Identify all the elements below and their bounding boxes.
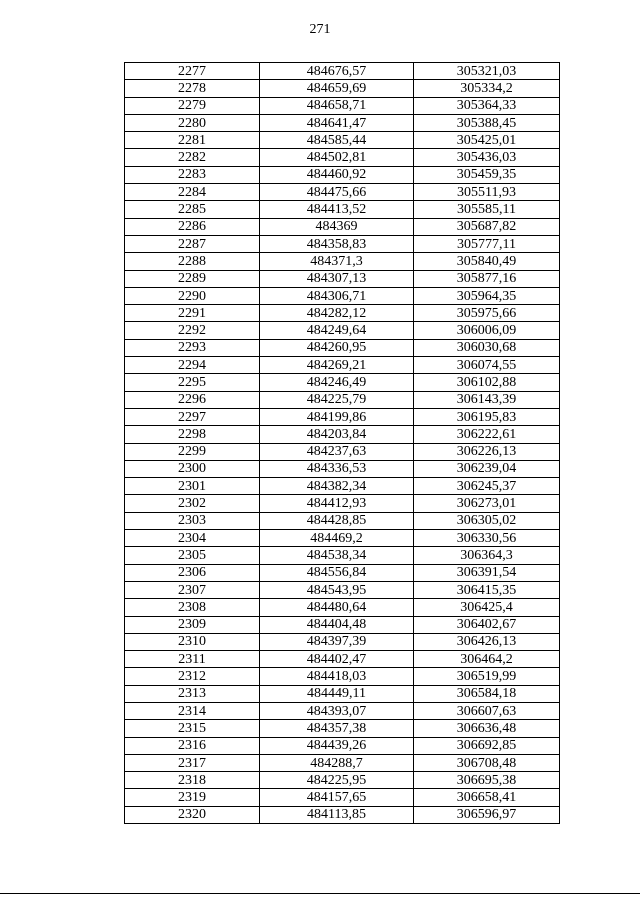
table-row bbox=[125, 512, 560, 529]
x-coordinate-cell: 484538,34 bbox=[260, 547, 414, 564]
y-coordinate-cell: 306239,04 bbox=[414, 460, 560, 477]
point-number-cell: 2291 bbox=[125, 305, 260, 322]
x-coordinate-cell: 484428,85 bbox=[260, 512, 414, 529]
table-row bbox=[125, 651, 560, 668]
y-coordinate-cell: 306391,54 bbox=[414, 564, 560, 581]
table-row bbox=[125, 478, 560, 495]
x-coordinate-cell: 484307,13 bbox=[260, 270, 414, 287]
table-row bbox=[125, 426, 560, 443]
y-coordinate-cell: 306658,41 bbox=[414, 789, 560, 806]
coordinates-table bbox=[124, 62, 560, 824]
x-coordinate-cell: 484288,7 bbox=[260, 754, 414, 771]
y-coordinate-cell: 306305,02 bbox=[414, 512, 560, 529]
x-coordinate-cell: 484157,65 bbox=[260, 789, 414, 806]
table-row bbox=[125, 564, 560, 581]
x-coordinate-cell: 484203,84 bbox=[260, 426, 414, 443]
page-bottom-border bbox=[0, 893, 640, 894]
table-row bbox=[125, 80, 560, 97]
table-row bbox=[125, 460, 560, 477]
point-number-cell: 2295 bbox=[125, 374, 260, 391]
table-row bbox=[125, 114, 560, 131]
x-coordinate-cell: 484237,63 bbox=[260, 443, 414, 460]
x-coordinate-cell: 484676,57 bbox=[260, 63, 414, 80]
table-row bbox=[125, 789, 560, 806]
x-coordinate-cell: 484225,79 bbox=[260, 391, 414, 408]
table-row bbox=[125, 702, 560, 719]
point-number-cell: 2286 bbox=[125, 218, 260, 235]
table-row bbox=[125, 720, 560, 737]
x-coordinate-cell: 484412,93 bbox=[260, 495, 414, 512]
x-coordinate-cell: 484282,12 bbox=[260, 305, 414, 322]
x-coordinate-cell: 484502,81 bbox=[260, 149, 414, 166]
table-row bbox=[125, 184, 560, 201]
y-coordinate-cell: 306464,2 bbox=[414, 651, 560, 668]
point-number-cell: 2281 bbox=[125, 132, 260, 149]
x-coordinate-cell: 484556,84 bbox=[260, 564, 414, 581]
y-coordinate-cell: 305687,82 bbox=[414, 218, 560, 235]
point-number-cell: 2307 bbox=[125, 581, 260, 598]
table-row bbox=[125, 547, 560, 564]
y-coordinate-cell: 305364,33 bbox=[414, 97, 560, 114]
x-coordinate-cell: 484371,3 bbox=[260, 253, 414, 270]
y-coordinate-cell: 306030,68 bbox=[414, 339, 560, 356]
y-coordinate-cell: 306695,38 bbox=[414, 772, 560, 789]
x-coordinate-cell: 484460,92 bbox=[260, 166, 414, 183]
point-number-cell: 2292 bbox=[125, 322, 260, 339]
point-number-cell: 2283 bbox=[125, 166, 260, 183]
y-coordinate-cell: 305436,03 bbox=[414, 149, 560, 166]
table-row bbox=[125, 408, 560, 425]
table-row bbox=[125, 616, 560, 633]
point-number-cell: 2312 bbox=[125, 668, 260, 685]
x-coordinate-cell: 484480,64 bbox=[260, 599, 414, 616]
point-number-cell: 2294 bbox=[125, 357, 260, 374]
y-coordinate-cell: 305585,11 bbox=[414, 201, 560, 218]
y-coordinate-cell: 305511,93 bbox=[414, 184, 560, 201]
table-row bbox=[125, 806, 560, 823]
table-row bbox=[125, 166, 560, 183]
x-coordinate-cell: 484225,95 bbox=[260, 772, 414, 789]
table-row bbox=[125, 530, 560, 547]
x-coordinate-cell: 484260,95 bbox=[260, 339, 414, 356]
x-coordinate-cell: 484585,44 bbox=[260, 132, 414, 149]
point-number-cell: 2280 bbox=[125, 114, 260, 131]
y-coordinate-cell: 306692,85 bbox=[414, 737, 560, 754]
y-coordinate-cell: 306195,83 bbox=[414, 408, 560, 425]
table-row bbox=[125, 495, 560, 512]
table-row bbox=[125, 287, 560, 304]
table-row bbox=[125, 374, 560, 391]
y-coordinate-cell: 305777,11 bbox=[414, 235, 560, 252]
point-number-cell: 2296 bbox=[125, 391, 260, 408]
y-coordinate-cell: 306415,35 bbox=[414, 581, 560, 598]
table-row bbox=[125, 132, 560, 149]
table-row bbox=[125, 149, 560, 166]
y-coordinate-cell: 306596,97 bbox=[414, 806, 560, 823]
y-coordinate-cell: 306402,67 bbox=[414, 616, 560, 633]
page-number: 271 bbox=[309, 22, 331, 37]
table-row bbox=[125, 581, 560, 598]
y-coordinate-cell: 306074,55 bbox=[414, 357, 560, 374]
y-coordinate-cell: 306425,4 bbox=[414, 599, 560, 616]
table-row bbox=[125, 599, 560, 616]
point-number-cell: 2316 bbox=[125, 737, 260, 754]
table-row bbox=[125, 305, 560, 322]
table-row bbox=[125, 339, 560, 356]
point-number-cell: 2298 bbox=[125, 426, 260, 443]
y-coordinate-cell: 306426,13 bbox=[414, 633, 560, 650]
x-coordinate-cell: 484449,11 bbox=[260, 685, 414, 702]
y-coordinate-cell: 306226,13 bbox=[414, 443, 560, 460]
table-row bbox=[125, 253, 560, 270]
x-coordinate-cell: 484336,53 bbox=[260, 460, 414, 477]
table-row bbox=[125, 63, 560, 80]
point-number-cell: 2313 bbox=[125, 685, 260, 702]
point-number-cell: 2319 bbox=[125, 789, 260, 806]
y-coordinate-cell: 306102,88 bbox=[414, 374, 560, 391]
point-number-cell: 2290 bbox=[125, 287, 260, 304]
x-coordinate-cell: 484418,03 bbox=[260, 668, 414, 685]
x-coordinate-cell: 484658,71 bbox=[260, 97, 414, 114]
point-number-cell: 2282 bbox=[125, 149, 260, 166]
point-number-cell: 2297 bbox=[125, 408, 260, 425]
y-coordinate-cell: 306584,18 bbox=[414, 685, 560, 702]
x-coordinate-cell: 484306,71 bbox=[260, 287, 414, 304]
y-coordinate-cell: 306273,01 bbox=[414, 495, 560, 512]
x-coordinate-cell: 484199,86 bbox=[260, 408, 414, 425]
x-coordinate-cell: 484439,26 bbox=[260, 737, 414, 754]
point-number-cell: 2308 bbox=[125, 599, 260, 616]
x-coordinate-cell: 484369 bbox=[260, 218, 414, 235]
y-coordinate-cell: 306636,48 bbox=[414, 720, 560, 737]
y-coordinate-cell: 306222,61 bbox=[414, 426, 560, 443]
point-number-cell: 2303 bbox=[125, 512, 260, 529]
table-row bbox=[125, 633, 560, 650]
point-number-cell: 2287 bbox=[125, 235, 260, 252]
point-number-cell: 2285 bbox=[125, 201, 260, 218]
x-coordinate-cell: 484469,2 bbox=[260, 530, 414, 547]
y-coordinate-cell: 306708,48 bbox=[414, 754, 560, 771]
point-number-cell: 2293 bbox=[125, 339, 260, 356]
y-coordinate-cell: 305975,66 bbox=[414, 305, 560, 322]
x-coordinate-cell: 484357,38 bbox=[260, 720, 414, 737]
point-number-cell: 2277 bbox=[125, 63, 260, 80]
x-coordinate-cell: 484413,52 bbox=[260, 201, 414, 218]
point-number-cell: 2279 bbox=[125, 97, 260, 114]
x-coordinate-cell: 484246,49 bbox=[260, 374, 414, 391]
y-coordinate-cell: 305321,03 bbox=[414, 63, 560, 80]
y-coordinate-cell: 305964,35 bbox=[414, 287, 560, 304]
point-number-cell: 2278 bbox=[125, 80, 260, 97]
point-number-cell: 2300 bbox=[125, 460, 260, 477]
point-number-cell: 2305 bbox=[125, 547, 260, 564]
y-coordinate-cell: 306006,09 bbox=[414, 322, 560, 339]
table-row bbox=[125, 668, 560, 685]
x-coordinate-cell: 484543,95 bbox=[260, 581, 414, 598]
y-coordinate-cell: 306245,37 bbox=[414, 478, 560, 495]
point-number-cell: 2311 bbox=[125, 651, 260, 668]
table-row bbox=[125, 218, 560, 235]
point-number-cell: 2288 bbox=[125, 253, 260, 270]
point-number-cell: 2299 bbox=[125, 443, 260, 460]
table-row bbox=[125, 443, 560, 460]
point-number-cell: 2317 bbox=[125, 754, 260, 771]
x-coordinate-cell: 484113,85 bbox=[260, 806, 414, 823]
y-coordinate-cell: 305877,16 bbox=[414, 270, 560, 287]
x-coordinate-cell: 484641,47 bbox=[260, 114, 414, 131]
point-number-cell: 2309 bbox=[125, 616, 260, 633]
table-row bbox=[125, 97, 560, 114]
y-coordinate-cell: 306330,56 bbox=[414, 530, 560, 547]
y-coordinate-cell: 305334,2 bbox=[414, 80, 560, 97]
point-number-cell: 2318 bbox=[125, 772, 260, 789]
y-coordinate-cell: 305425,01 bbox=[414, 132, 560, 149]
x-coordinate-cell: 484358,83 bbox=[260, 235, 414, 252]
x-coordinate-cell: 484475,66 bbox=[260, 184, 414, 201]
x-coordinate-cell: 484249,64 bbox=[260, 322, 414, 339]
y-coordinate-cell: 305388,45 bbox=[414, 114, 560, 131]
point-number-cell: 2310 bbox=[125, 633, 260, 650]
table-row bbox=[125, 754, 560, 771]
y-coordinate-cell: 306143,39 bbox=[414, 391, 560, 408]
point-number-cell: 2302 bbox=[125, 495, 260, 512]
y-coordinate-cell: 305840,49 bbox=[414, 253, 560, 270]
point-number-cell: 2301 bbox=[125, 478, 260, 495]
point-number-cell: 2315 bbox=[125, 720, 260, 737]
point-number-cell: 2314 bbox=[125, 702, 260, 719]
y-coordinate-cell: 306519,99 bbox=[414, 668, 560, 685]
x-coordinate-cell: 484659,69 bbox=[260, 80, 414, 97]
point-number-cell: 2289 bbox=[125, 270, 260, 287]
table-row bbox=[125, 235, 560, 252]
y-coordinate-cell: 305459,35 bbox=[414, 166, 560, 183]
x-coordinate-cell: 484402,47 bbox=[260, 651, 414, 668]
table-row bbox=[125, 391, 560, 408]
point-number-cell: 2306 bbox=[125, 564, 260, 581]
point-number-cell: 2284 bbox=[125, 184, 260, 201]
table-row bbox=[125, 357, 560, 374]
coordinates-table-body bbox=[125, 63, 560, 824]
x-coordinate-cell: 484382,34 bbox=[260, 478, 414, 495]
x-coordinate-cell: 484269,21 bbox=[260, 357, 414, 374]
table-row bbox=[125, 270, 560, 287]
y-coordinate-cell: 306364,3 bbox=[414, 547, 560, 564]
point-number-cell: 2320 bbox=[125, 806, 260, 823]
table-row bbox=[125, 322, 560, 339]
table-row bbox=[125, 737, 560, 754]
point-number-cell: 2304 bbox=[125, 530, 260, 547]
y-coordinate-cell: 306607,63 bbox=[414, 702, 560, 719]
table-row bbox=[125, 201, 560, 218]
x-coordinate-cell: 484393,07 bbox=[260, 702, 414, 719]
x-coordinate-cell: 484397,39 bbox=[260, 633, 414, 650]
table-row bbox=[125, 772, 560, 789]
x-coordinate-cell: 484404,48 bbox=[260, 616, 414, 633]
table-row bbox=[125, 685, 560, 702]
